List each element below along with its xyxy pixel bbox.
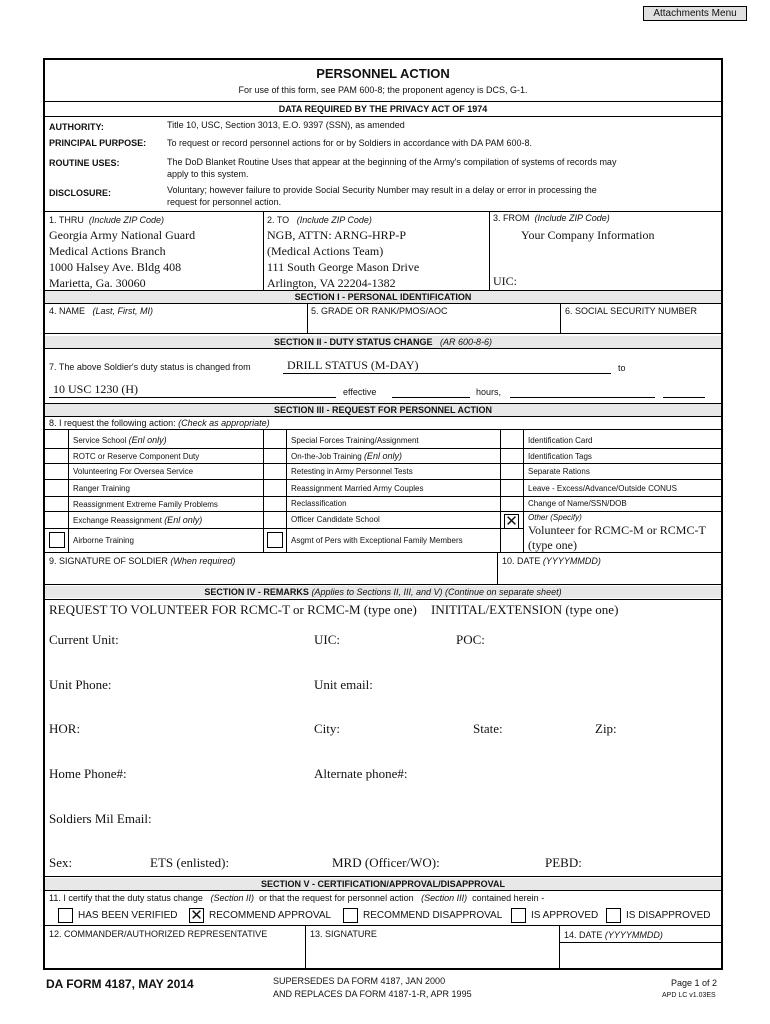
grade-label: 5. GRADE OR RANK/PMOS/AOC <box>311 306 448 316</box>
soldier-date-label <box>502 556 601 566</box>
authority-text: Title 10, USC, Section 3013, E.O. 9397 (SSN), as amended <box>167 120 405 130</box>
option-rotc[interactable]: ROTC or Reserve Component Duty <box>73 452 200 461</box>
other-checkbox[interactable]: ✕ <box>505 512 518 530</box>
to-line-1: NGB, ATTN: ARNG-HRP-P <box>267 228 407 242</box>
hor-label: HOR: <box>49 721 81 736</box>
section-2-header <box>45 337 721 347</box>
option-efmp[interactable]: Asgmt of Pers with Exceptional Family Members <box>291 536 463 545</box>
request-line <box>49 418 270 428</box>
poc-label: POC: <box>456 632 485 647</box>
form-id: DA FORM 4187, MAY 2014 <box>46 977 194 991</box>
option-service-school[interactable] <box>73 435 167 445</box>
other-specify-field[interactable] <box>528 523 706 553</box>
disclosure-text-2: request for personnel action. <box>167 197 282 207</box>
option-special-forces[interactable]: Special Forces Training/Assignment <box>291 436 419 445</box>
form-version: APD LC v1.03ES <box>662 992 716 999</box>
commander-label: 12. COMMANDER/AUTHORIZED REPRESENTATIVE <box>49 929 268 939</box>
other-specify-line-1: Volunteer for RCMC-M or RCMC-T <box>528 523 706 537</box>
remarks-field[interactable] <box>46 600 720 874</box>
is-disapproved-checkbox[interactable] <box>606 908 621 923</box>
soldier-signature-label <box>49 556 235 566</box>
thru-label <box>49 215 164 225</box>
ssn-label: 6. SOCIAL SECURITY NUMBER <box>565 306 698 316</box>
home-phone-label: Home Phone#: <box>49 766 127 781</box>
signature-input[interactable] <box>308 942 555 966</box>
option-hint: (Enl only) <box>128 435 167 445</box>
option-ocs[interactable]: Officer Candidate School <box>291 515 380 524</box>
is-approved-checkbox[interactable] <box>511 908 526 923</box>
unit-email-label: Unit email: <box>314 677 373 692</box>
section-2-title: SECTION II - DUTY STATUS CHANGE <box>273 337 433 347</box>
section-2-ref: (AR 600-8-6) <box>440 337 493 347</box>
thru-line-4: Marietta, Ga. 30060 <box>49 276 146 290</box>
thru-label-text: 1. THRU <box>49 215 84 225</box>
privacy-act-header: DATA REQUIRED BY THE PRIVACY ACT OF 1974 <box>278 104 488 114</box>
soldier-date-text: 10. DATE <box>502 556 541 566</box>
option-exchange-reassignment[interactable] <box>73 515 202 525</box>
recommend-approval-label: RECOMMEND APPROVAL <box>209 910 332 921</box>
is-disapproved-label: IS DISAPPROVED <box>626 910 711 921</box>
uic-label: UIC: <box>493 274 517 288</box>
mil-email-label: Soldiers Mil Email: <box>49 811 152 826</box>
supersedes-line-2: AND REPLACES DA FORM 4187-1-R, APR 1995 <box>273 989 472 999</box>
thru-line-2: Medical Actions Branch <box>49 244 166 258</box>
mrd-label: MRD (Officer/WO): <box>332 855 440 870</box>
option-change-name[interactable]: Change of Name/SSN/DOB <box>528 499 627 508</box>
grade-input[interactable] <box>310 318 556 331</box>
disclosure-label: DISCLOSURE: <box>49 188 112 198</box>
thru-address-field[interactable] <box>49 227 195 291</box>
duty-status-to-field[interactable]: 10 USC 1230 (H) <box>53 382 139 396</box>
option-ojt[interactable] <box>291 451 402 461</box>
option-separate-rations[interactable]: Separate Rations <box>528 467 590 476</box>
has-been-verified-checkbox[interactable] <box>58 908 73 923</box>
attachments-menu-button[interactable]: Attachments Menu <box>643 6 747 21</box>
commander-input[interactable] <box>48 942 301 966</box>
hours-input[interactable] <box>510 397 655 398</box>
option-id-tags[interactable]: Identification Tags <box>528 452 592 461</box>
to-label-text: 2. TO <box>267 215 290 225</box>
option-label: Service School <box>73 436 127 445</box>
from-label <box>493 213 610 223</box>
option-airborne-training[interactable]: Airborne Training <box>73 536 134 545</box>
section-4-header <box>45 587 721 597</box>
option-hint: (Specify) <box>550 513 582 522</box>
soldier-signature-input[interactable] <box>48 567 493 582</box>
soldier-date-hint: (YYYYMMDD) <box>542 556 601 566</box>
option-other[interactable] <box>528 513 582 522</box>
to-hint: (Include ZIP Code) <box>296 215 372 225</box>
principal-purpose-text: To request or record personnel actions for or by Soldiers in accordance with DA PAM 600-8. <box>167 138 533 148</box>
certify-text-4: (Section III) <box>421 893 468 903</box>
current-unit-label: Current Unit: <box>49 632 119 647</box>
option-hint: (Enl only) <box>164 515 203 525</box>
option-reassignment-family[interactable]: Reassignment Extreme Family Problems <box>73 500 218 509</box>
to-line-4: Arlington, VA 22204-1382 <box>267 276 396 290</box>
approval-date-hint: (YYYYMMDD) <box>604 930 663 940</box>
thru-line-1: Georgia Army National Guard <box>49 228 196 242</box>
approval-date-input[interactable] <box>562 944 719 966</box>
zip-label: Zip: <box>595 721 617 736</box>
supersedes-line-1: SUPERSEDES DA FORM 4187, JAN 2000 <box>273 976 446 986</box>
option-label: Other <box>528 513 549 522</box>
section-3-header: SECTION III - REQUEST FOR PERSONNEL ACTION <box>273 405 493 415</box>
to-label <box>267 215 372 225</box>
thru-line-3: 1000 Halsey Ave. Bldg 408 <box>49 260 182 274</box>
request-line-hint: (Check as appropriate) <box>178 418 270 428</box>
name-label-text: 4. NAME <box>49 306 86 316</box>
duty-status-to-label: to <box>618 363 626 373</box>
name-input[interactable] <box>48 318 303 331</box>
sex-label: Sex: <box>49 855 73 870</box>
certify-text-3: or that the request for personnel action <box>258 893 414 903</box>
page-number: Page 1 of 2 <box>671 978 718 988</box>
recommend-disapproval-label: RECOMMEND DISAPPROVAL <box>363 910 503 921</box>
effective-date-input[interactable] <box>392 397 470 398</box>
is-approved-label: IS APPROVED <box>531 910 599 921</box>
request-line-text: 8. I request the following action: <box>49 418 176 428</box>
option-reclassification[interactable]: Reclassification <box>291 499 347 508</box>
hours-label: hours, <box>476 387 502 397</box>
has-been-verified-label: HAS BEEN VERIFIED <box>78 910 178 921</box>
soldier-signature-text: 9. SIGNATURE OF SOLDIER <box>49 556 168 566</box>
certify-text-2: (Section II) <box>210 893 254 903</box>
option-id-card[interactable]: Identification Card <box>528 436 593 445</box>
principal-purpose-label: PRINCIPAL PURPOSE: <box>49 138 147 148</box>
to-line-2: (Medical Actions Team) <box>267 244 384 258</box>
efmp-checkbox[interactable] <box>267 532 283 548</box>
to-address-field[interactable] <box>267 227 419 291</box>
recommend-disapproval-checkbox[interactable] <box>343 908 358 923</box>
form-title: PERSONNEL ACTION <box>316 66 450 81</box>
soldier-signature-hint: (When required) <box>170 556 236 566</box>
soldier-date-input[interactable] <box>500 567 717 582</box>
option-label: On-the-Job Training <box>291 452 362 461</box>
option-label: Exchange Reassignment <box>73 516 162 525</box>
name-hint: (Last, First, MI) <box>92 306 154 316</box>
remarks-line-1a: REQUEST TO VOLUNTEER FOR RCMC-T or RCMC-M (type one) <box>49 602 417 617</box>
section-1-header: SECTION I - PERSONAL IDENTIFICATION <box>294 292 472 302</box>
other-specify-line-2: (type one) <box>528 538 577 552</box>
remarks-uic-label: UIC: <box>314 632 340 647</box>
routine-uses-text-1: The DoD Blanket Routine Uses that appear at the beginning of the Army's compilation of systems of records may <box>167 157 617 167</box>
section-5-header: SECTION V - CERTIFICATION/APPROVAL/DISAPPROVAL <box>260 879 505 889</box>
routine-uses-text-2: apply to this system. <box>167 169 249 179</box>
duty-status-line: 7. The above Soldier's duty status is changed from <box>49 362 251 372</box>
form-subtitle: For use of this form, see PAM 600-8; the proponent agency is DCS, G-1. <box>238 85 528 95</box>
option-retesting[interactable]: Retesting in Army Personnel Tests <box>291 467 413 476</box>
airborne-checkbox[interactable] <box>49 532 65 548</box>
certify-text-5: contained herein - <box>472 893 545 903</box>
from-hint: (Include ZIP Code) <box>534 213 610 223</box>
option-hint: (Enl only) <box>363 451 402 461</box>
duty-status-from-field[interactable]: DRILL STATUS (M-DAY) <box>287 358 419 372</box>
authority-label: AUTHORITY: <box>49 122 104 132</box>
approval-date-text: 14. DATE <box>564 930 603 940</box>
section-4-hint: (Applies to Sections II, III, and V) (Continue on separate sheet) <box>311 587 562 597</box>
remarks-line-1b: INITITAL/EXTENSION (type one) <box>431 602 619 617</box>
effective-label: effective <box>343 387 377 397</box>
approval-date-label <box>564 930 663 940</box>
city-label: City: <box>314 721 341 736</box>
disclosure-text-1: Voluntary; however failure to provide Social Security Number may result in a delay or error in processing the <box>167 185 597 195</box>
pebd-label: PEBD: <box>545 855 582 870</box>
certify-line <box>49 893 544 903</box>
option-married-couples[interactable]: Reassignment Married Army Couples <box>291 484 424 493</box>
name-label <box>49 306 153 316</box>
signature-label: 13. SIGNATURE <box>310 929 377 939</box>
recommend-approval-checkbox[interactable]: ✕ <box>190 906 203 924</box>
to-line-3: 111 South George Mason Drive <box>267 260 420 274</box>
section-4-title: SECTION IV - REMARKS <box>204 587 309 597</box>
option-volunteer-oversea[interactable]: Volunteering For Oversea Service <box>73 467 194 476</box>
certify-text-1: 11. I certify that the duty status change <box>49 893 203 903</box>
thru-hint: (Include ZIP Code) <box>88 215 165 225</box>
alternate-phone-label: Alternate phone#: <box>314 766 408 781</box>
ssn-input[interactable] <box>563 318 717 331</box>
from-label-text: 3. FROM <box>493 213 530 223</box>
option-ranger-training[interactable]: Ranger Training <box>73 484 130 493</box>
ets-label: ETS (enlisted): <box>150 855 230 870</box>
unit-phone-label: Unit Phone: <box>49 677 112 692</box>
state-label: State: <box>473 721 503 736</box>
routine-uses-label: ROUTINE USES: <box>49 158 120 168</box>
option-leave[interactable]: Leave - Excess/Advance/Outside CONUS <box>528 484 677 493</box>
from-address-field[interactable]: Your Company Information <box>521 228 655 242</box>
